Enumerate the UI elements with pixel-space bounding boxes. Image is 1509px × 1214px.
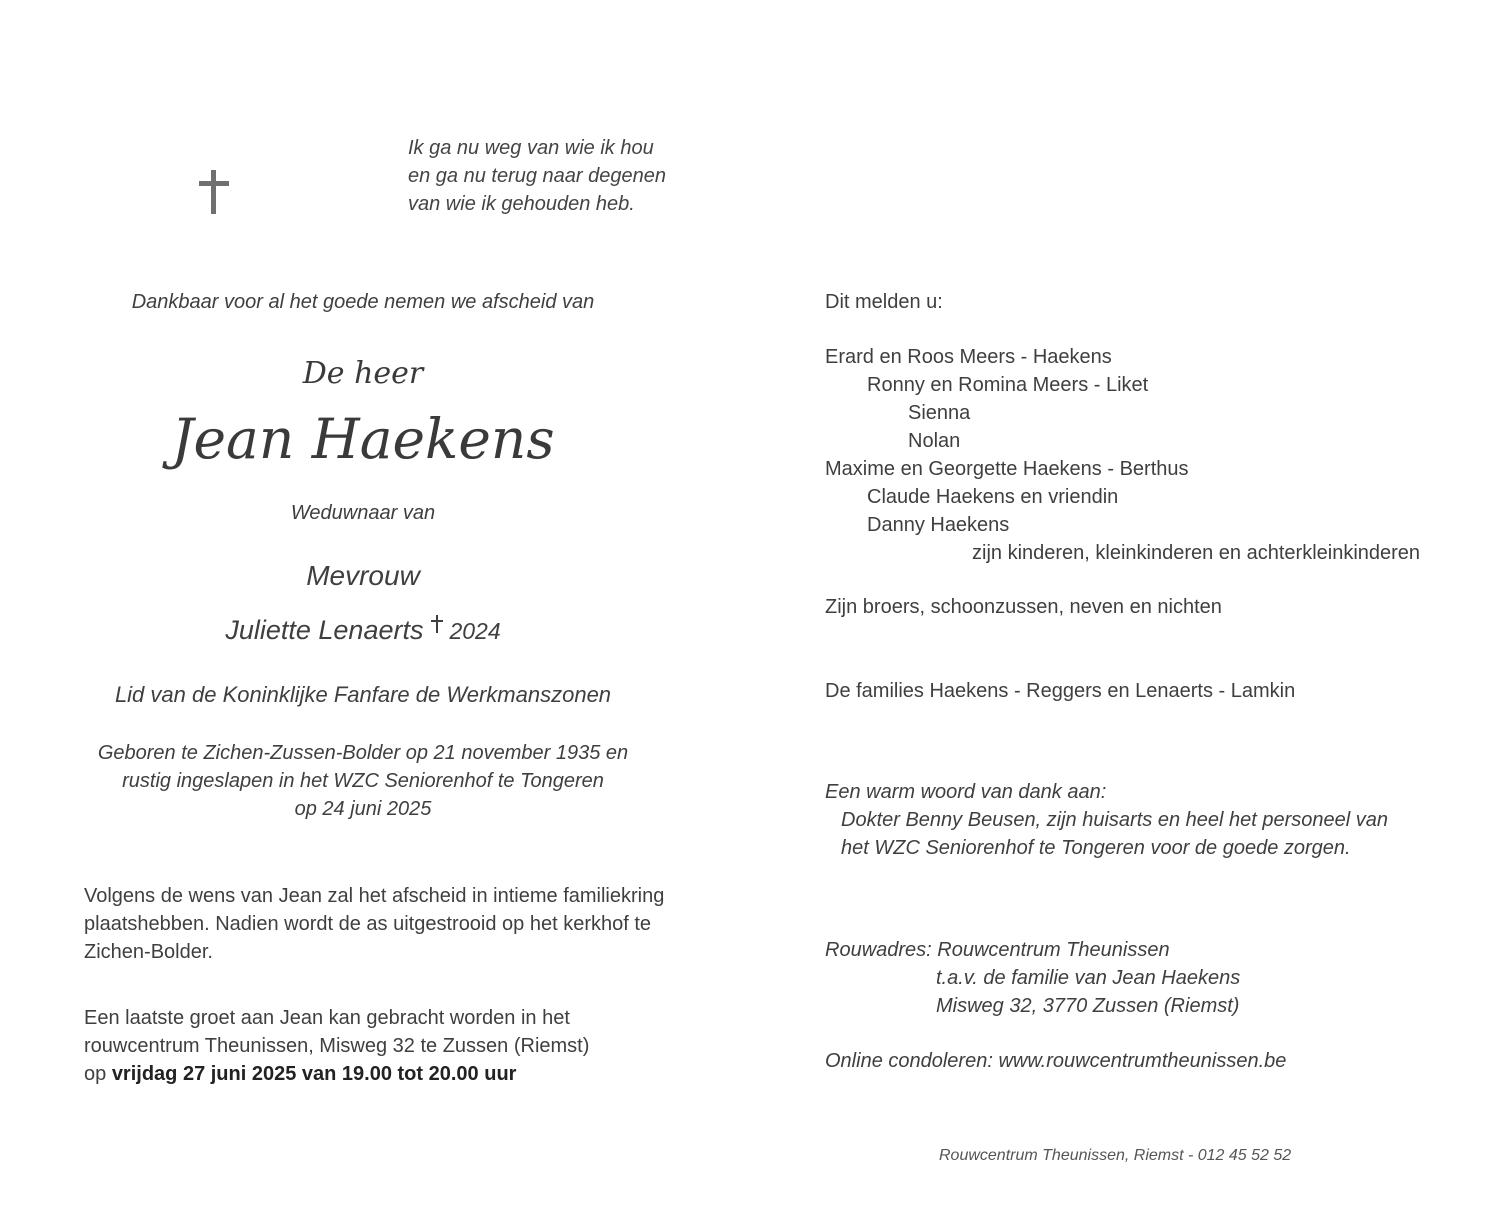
family-member: Sienna	[908, 402, 971, 424]
widower-label: Weduwnaar van	[290, 502, 436, 524]
birth-death-line: rustig ingeslapen in het WZC Seniorenhof te Tongeren	[122, 770, 604, 792]
greeting-line	[84, 1060, 589, 1088]
spouse-line	[63, 612, 663, 649]
spouse-honorific: Mevrouw	[306, 560, 420, 591]
membership: Lid van de Koninklijke Fanfare de Werkmanszonen	[114, 682, 612, 707]
poem	[408, 134, 666, 218]
mourning-address	[825, 936, 1240, 1020]
greeting-text	[84, 1004, 589, 1088]
announce-intro: Dit melden u:	[825, 291, 943, 313]
farewell-line: Volgens de wens van Jean zal het afscheid in intieme familiekring	[84, 885, 665, 907]
greeting-prefix: op	[84, 1063, 112, 1085]
birth-death-line: Geboren te Zichen-Zussen-Bolder op 21 november 1935 en	[97, 742, 629, 764]
family-member: Ronny en Romina Meers - Liket	[867, 374, 1149, 396]
family-member: Claude Haekens en vriendin	[867, 486, 1119, 508]
spouse-death-year: 2024	[449, 618, 501, 644]
intro-text: Dankbaar voor al het goede nemen we afscheid van	[131, 291, 595, 313]
family-member: Danny Haekens	[867, 514, 1010, 536]
online-condolences: Online condoleren: www.rouwcentrumtheunissen.be	[825, 1050, 1287, 1072]
poem-line: Ik ga nu weg van wie ik hou	[408, 137, 654, 159]
farewell-text	[84, 882, 664, 966]
thanks-line: Dokter Benny Beusen, zijn huisarts en heel het personeel van	[841, 809, 1389, 831]
family-list	[825, 343, 1420, 567]
siblings: Zijn broers, schoonzussen, neven en nichten	[825, 596, 1222, 618]
thanks-line: het WZC Seniorenhof te Tongeren voor de goede zorgen.	[841, 837, 1351, 859]
poem-line: van wie ik gehouden heb.	[408, 193, 635, 215]
footer-credit: Rouwcentrum Theunissen, Riemst - 012 45 52 52	[939, 1147, 1292, 1164]
visitation-time: vrijdag 27 juni 2025 van 19.00 tot 20.00 uur	[111, 1063, 517, 1085]
honorific: De heer	[302, 356, 424, 391]
spouse-name: Juliette Lenaerts	[225, 615, 424, 645]
thanks-line: Een warm woord van dank aan:	[825, 781, 1107, 803]
address-line: t.a.v. de familie van Jean Haekens	[936, 967, 1241, 989]
poem-line: en ga nu terug naar degenen	[408, 165, 666, 187]
greeting-line: rouwcentrum Theunissen, Misweg 32 te Zussen (Riemst)	[84, 1035, 590, 1057]
cross-icon	[431, 615, 443, 633]
birth-death	[63, 739, 663, 823]
family-summary: zijn kinderen, kleinkinderen en achterkleinkinderen	[972, 542, 1421, 564]
deceased-name: Jean Haekens	[171, 407, 555, 471]
cross-icon	[199, 170, 229, 214]
address-label: Rouwadres: Rouwcentrum Theunissen	[825, 939, 1170, 961]
birth-death-line: op 24 juni 2025	[294, 798, 432, 820]
address-line: Misweg 32, 3770 Zussen (Riemst)	[936, 995, 1240, 1017]
families: De families Haekens - Reggers en Lenaerts - Lamkin	[825, 680, 1296, 702]
greeting-line: Een laatste groet aan Jean kan gebracht worden in het	[84, 1007, 570, 1029]
family-member: Maxime en Georgette Haekens - Berthus	[825, 458, 1189, 480]
family-member: Nolan	[908, 430, 961, 452]
farewell-line: plaatshebben. Nadien wordt de as uitgestrooid op het kerkhof te	[84, 913, 652, 935]
farewell-line: Zichen-Bolder.	[84, 941, 213, 963]
thanks	[825, 778, 1388, 862]
family-member: Erard en Roos Meers - Haekens	[825, 346, 1112, 368]
